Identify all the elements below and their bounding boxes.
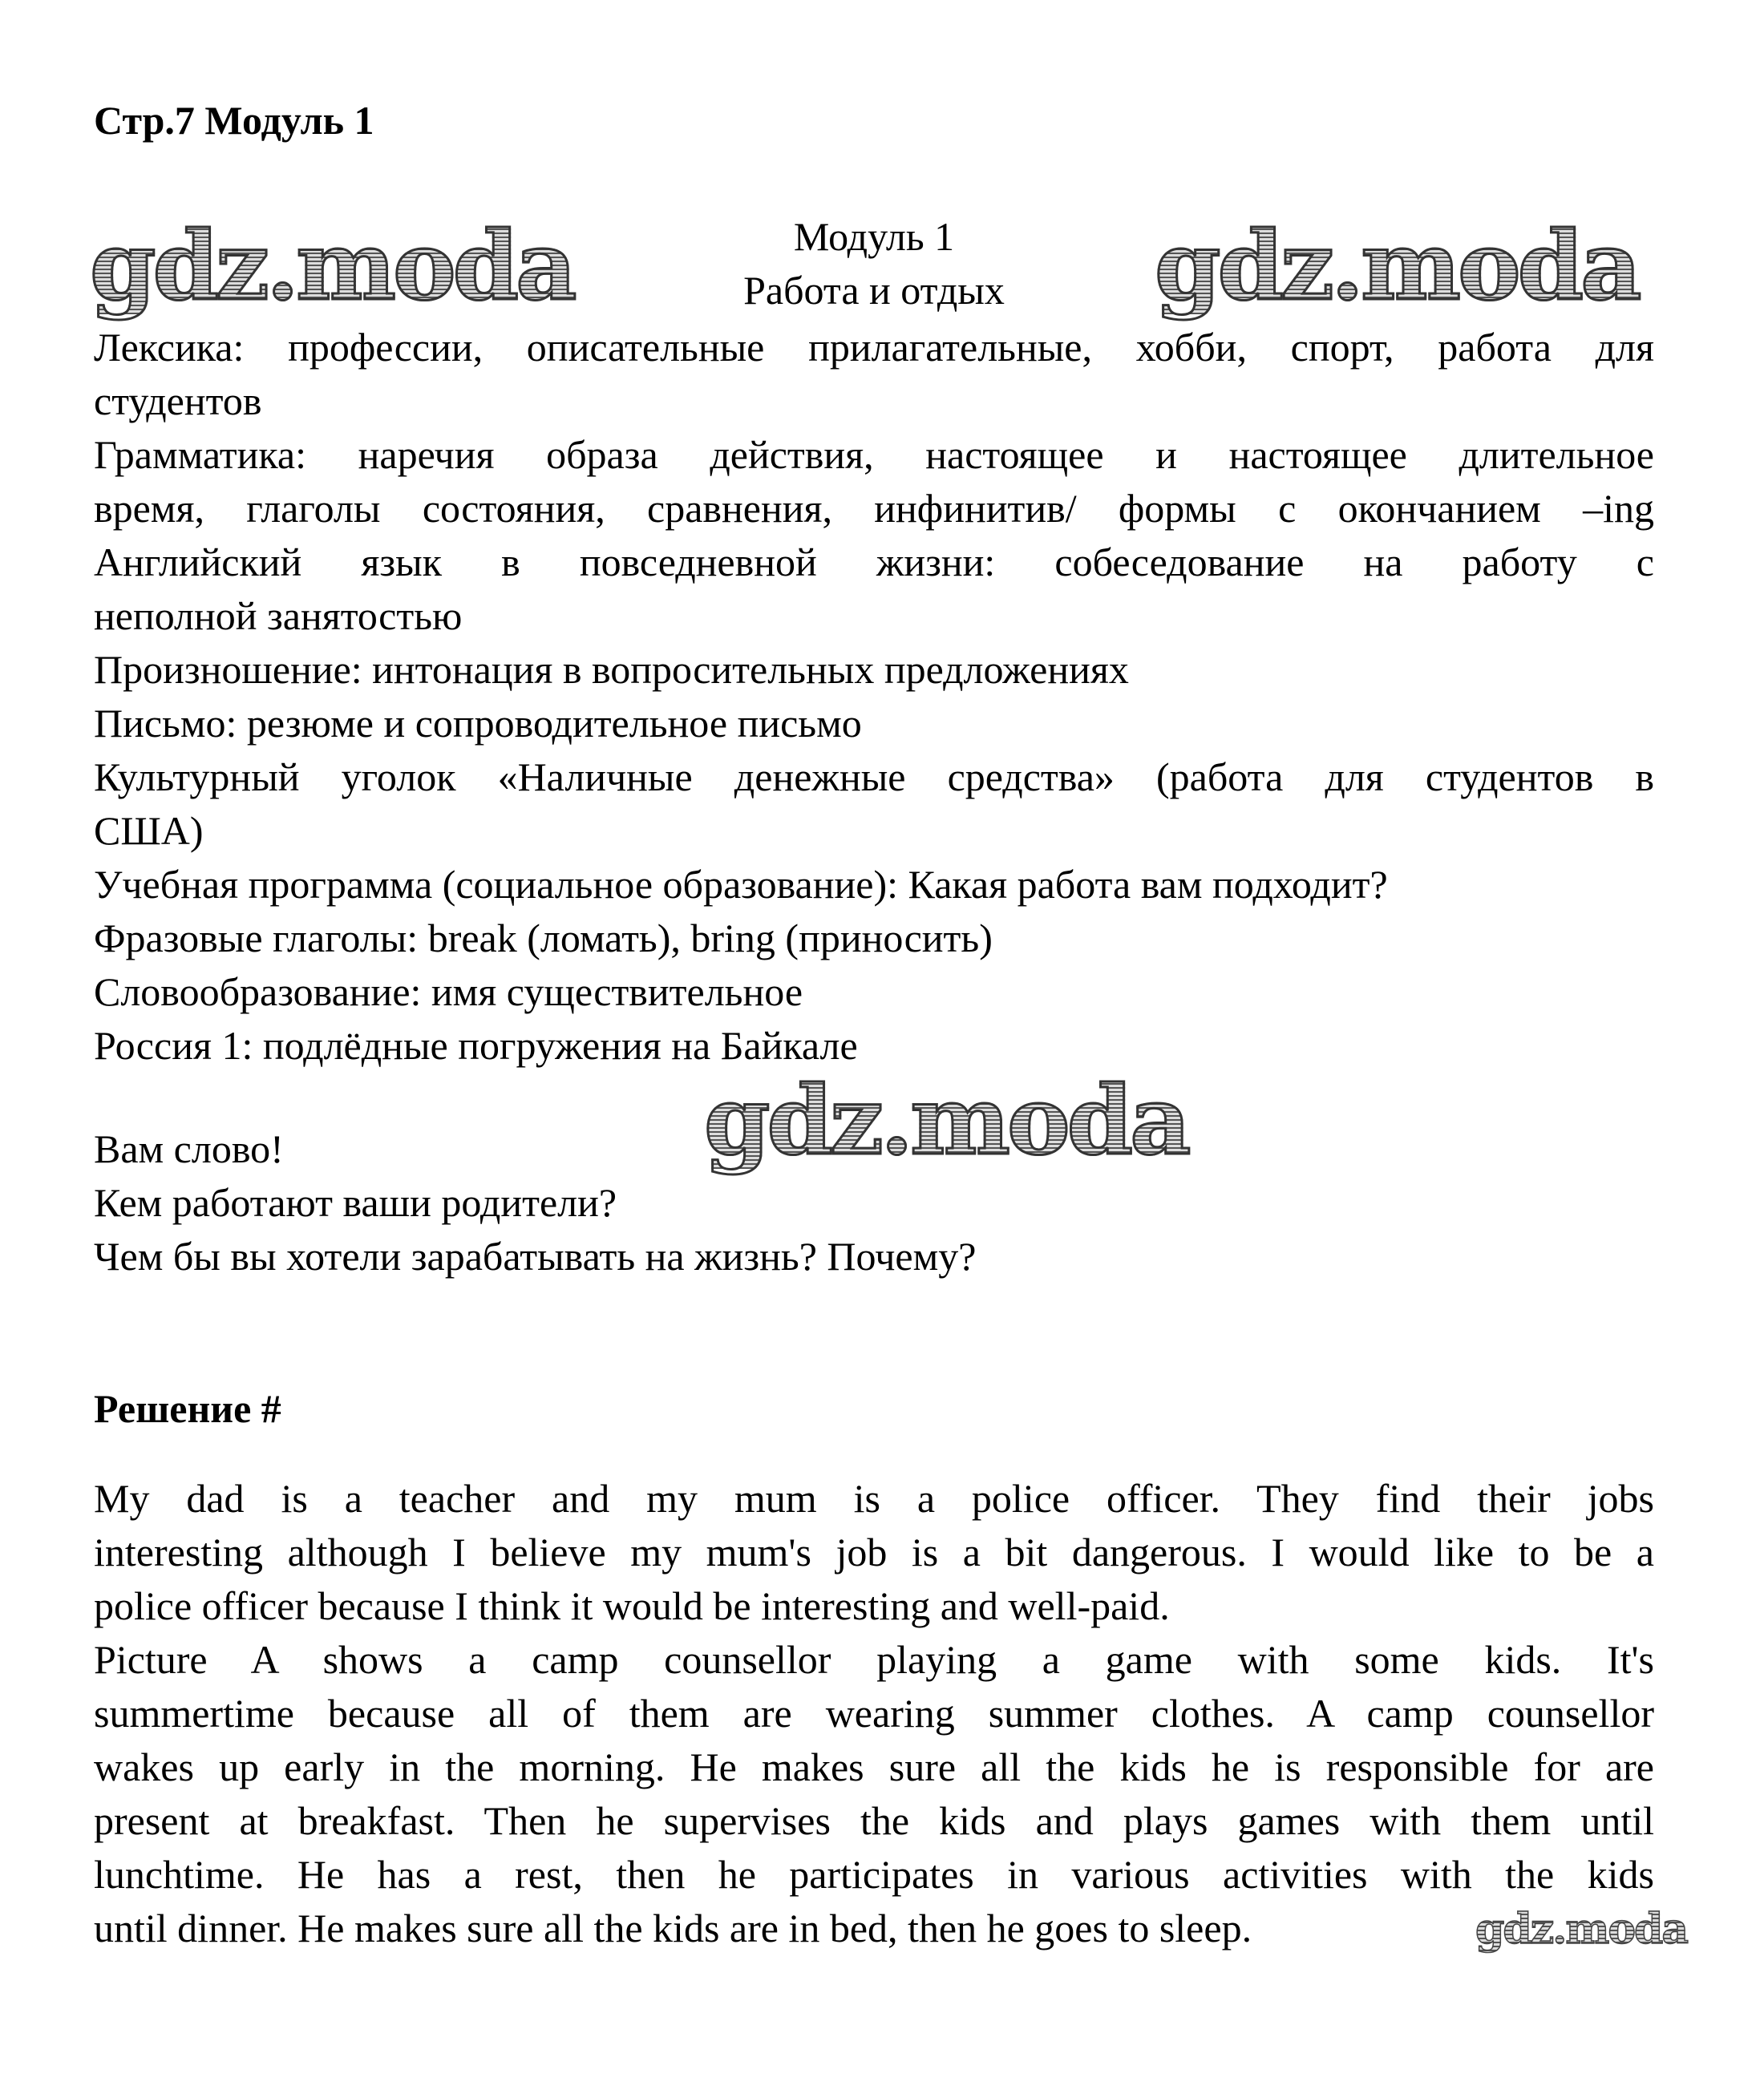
solution-line: wakes up early in the morning. He makes sure all the kids he is responsible for are [94,1744,1654,1789]
topic-line: время, глаголы состояния, сравнения, инфинитив/ формы с окончанием –ing [94,486,1654,531]
topic-line: Учебная программа (социальное образование): Какая работа вам подходит? [94,862,1388,907]
watermark-logo: gdz.moda [90,210,574,321]
topic-line: Россия 1: подлёдные погружения на Байкале [94,1023,858,1068]
question-line: Чем бы вы хотели зарабатывать на жизнь? Почему? [94,1234,977,1279]
topic-line: Фразовые глаголы: break (ломать), bring (приносить) [94,916,993,960]
topic-line: Английский язык в повседневной жизни: собеседование на работу с [94,540,1654,584]
topic-line: студентов [94,378,262,423]
topic-line: Словообразование: имя существительное [94,969,803,1014]
solution-line: summertime because all of them are wearing summer clothes. A camp counsellor [94,1691,1654,1736]
topic-line: Письмо: резюме и сопроводительное письмо [94,701,862,746]
topic-line: Грамматика: наречия образа действия, настоящее и настоящее длительное [94,432,1654,477]
module-heading: Модуль 1 [793,214,955,259]
question-line: Вам слово! [94,1126,284,1171]
solution-heading: Решение # [94,1386,281,1431]
watermark-logo: gdz.moda [1155,210,1639,321]
watermark-logo: gdz.moda [1475,1905,1688,1954]
solution-line: police officer because I think it would be interesting and well-paid. [94,1583,1170,1628]
solution-line: until dinner. He makes sure all the kids are in bed, then he goes to sleep. [94,1906,1252,1950]
topic-line: неполной занятостью [94,593,463,638]
topic-line: Культурный уголок «Наличные денежные средства» (работа для студентов в [94,754,1654,799]
solution-line: lunchtime. He has a rest, then he participates in various activities with the kids [94,1852,1654,1897]
module-subtitle: Работа и отдых [743,268,1005,313]
question-line: Кем работают ваши родители? [94,1180,617,1225]
page-title: Стр.7 Модуль 1 [94,98,374,143]
topic-line: Произношение: интонация в вопросительных предложениях [94,647,1129,692]
solution-line: present at breakfast. Then he supervises the kids and plays games with them until [94,1798,1654,1843]
solution-line: interesting although I believe my mum's job is a bit dangerous. I would like to be a [94,1530,1654,1575]
solution-line: My dad is a teacher and my mum is a police officer. They find their jobs [94,1476,1654,1521]
topic-line: Лексика: профессии, описательные прилагательные, хобби, спорт, работа для [94,325,1654,370]
watermark-logo: gdz.moda [704,1065,1188,1176]
topic-line: США) [94,808,204,853]
solution-line: Picture A shows a camp counsellor playing a game with some kids. It's [94,1637,1654,1682]
